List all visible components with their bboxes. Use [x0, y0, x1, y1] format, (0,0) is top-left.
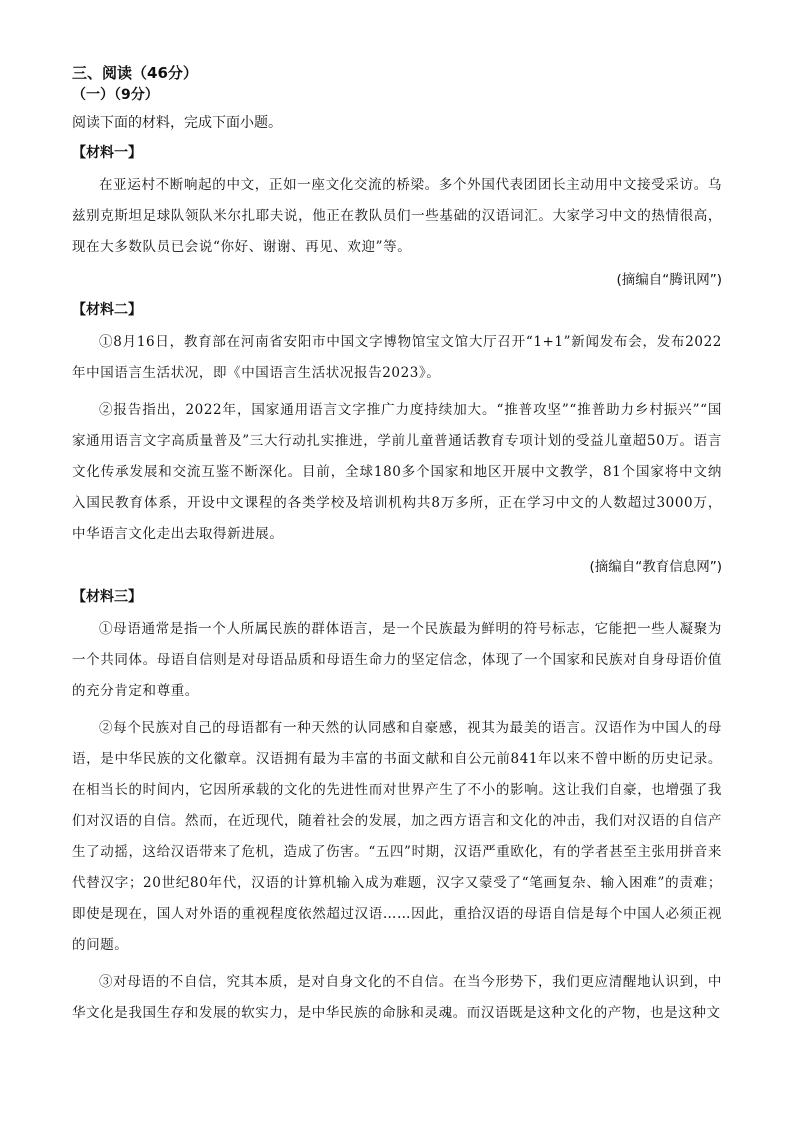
material-3-paragraph-3: ③对母语的不自信，究其本质，是对自身文化的不自信。在当今形势下，我们更应清醒地认识到，中华文化是我国生存和发展的软实力，是中华民族的命脉和灵魂。而汉语既是这种文化的产物，也是这种文 — [72, 974, 722, 1021]
material-3-title: 【材料三】 — [72, 589, 142, 605]
material-2-title: 【材料二】 — [72, 302, 142, 318]
subsection-title: （一）（9分） — [72, 87, 159, 103]
material-2-paragraph-2: ②报告指出，2022年，国家通用语言文字推广力度持续加大。“推普攻坚”“推普助力乡村振兴”“国家通用语言文字高质量普及”三大行动扎实推进，学前儿童普通话教育专项计划的受益儿童超50万。语言文化传承发展和交流互鉴不断深化。目前，全球180多个国家和地区开展中文教学，81个国家将中文纳入国民教育体系，开设中文课程的各类学校及培训机构共8万多所，正在学习中文的人数超过3000万，中华语言文化走出去取得新进展。 — [72, 402, 722, 542]
material-1-title: 【材料一】 — [72, 145, 142, 161]
section-title: 三、阅读（46分） — [72, 64, 198, 82]
material-3-paragraph-2: ②每个民族对自己的母语都有一种天然的认同感和自豪感，视其为最美的语言。汉语作为中国人的母语，是中华民族的文化徽章。汉语拥有最为丰富的书面文献和自公元前841年以来不曾中断的历史记录。在相当长的时间内，它因所承载的文化的先进性而对世界产生了不小的影响。这让我们自豪，也增强了我们对汉语的自信。然而，在近现代，随着社会的发展，加之西方语言和文化的冲击，我们对汉语的自信产生了动摇，这给汉语带来了危机，造成了伤害。“五四”时期，汉语严重欧化，有的学者甚至主张用拼音来代替汉字；20世纪80年代，汉语的计算机输入成为难题，汉字又蒙受了“笔画复杂、输入困难”的责难；即使是现在，国人对外语的重视程度依然超过汉语……因此，重拾汉语的母语自信是每个中国人必须正视的问题。 — [72, 720, 722, 953]
material-3-paragraph-1: ①母语通常是指一个人所属民族的群体语言，是一个民族最为鲜明的符号标志，它能把一些人凝聚为一个共同体。母语自信则是对母语品质和母语生命力的坚定信念，体现了一个国家和民族对自身母语价值的充分肯定和尊重。 — [72, 621, 722, 699]
material-1-paragraph: 在亚运村不断响起的中文，正如一座文化交流的桥梁。多个外国代表团团长主动用中文接受采访。乌兹别克斯坦足球队领队米尔扎耶夫说，他正在教队员们一些基础的汉语词汇。大家学习中文的热情很高，现在大多数队员已会说“你好、谢谢、再见、欢迎”等。 — [72, 177, 722, 255]
material-2-paragraph-1: ①8月16日，教育部在河南省安阳市中国文字博物馆宝文馆大厅召开“1+1”新闻发布会，发布2022年中国语言生活状况，即《中国语言生活状况报告2023》。 — [72, 334, 722, 381]
instruction-text: 阅读下面的材料，完成下面小题。 — [72, 115, 282, 131]
material-1-source: (摘编自“腾讯网”) — [616, 272, 722, 288]
material-2-source: (摘编自“教育信息网”) — [589, 559, 722, 575]
